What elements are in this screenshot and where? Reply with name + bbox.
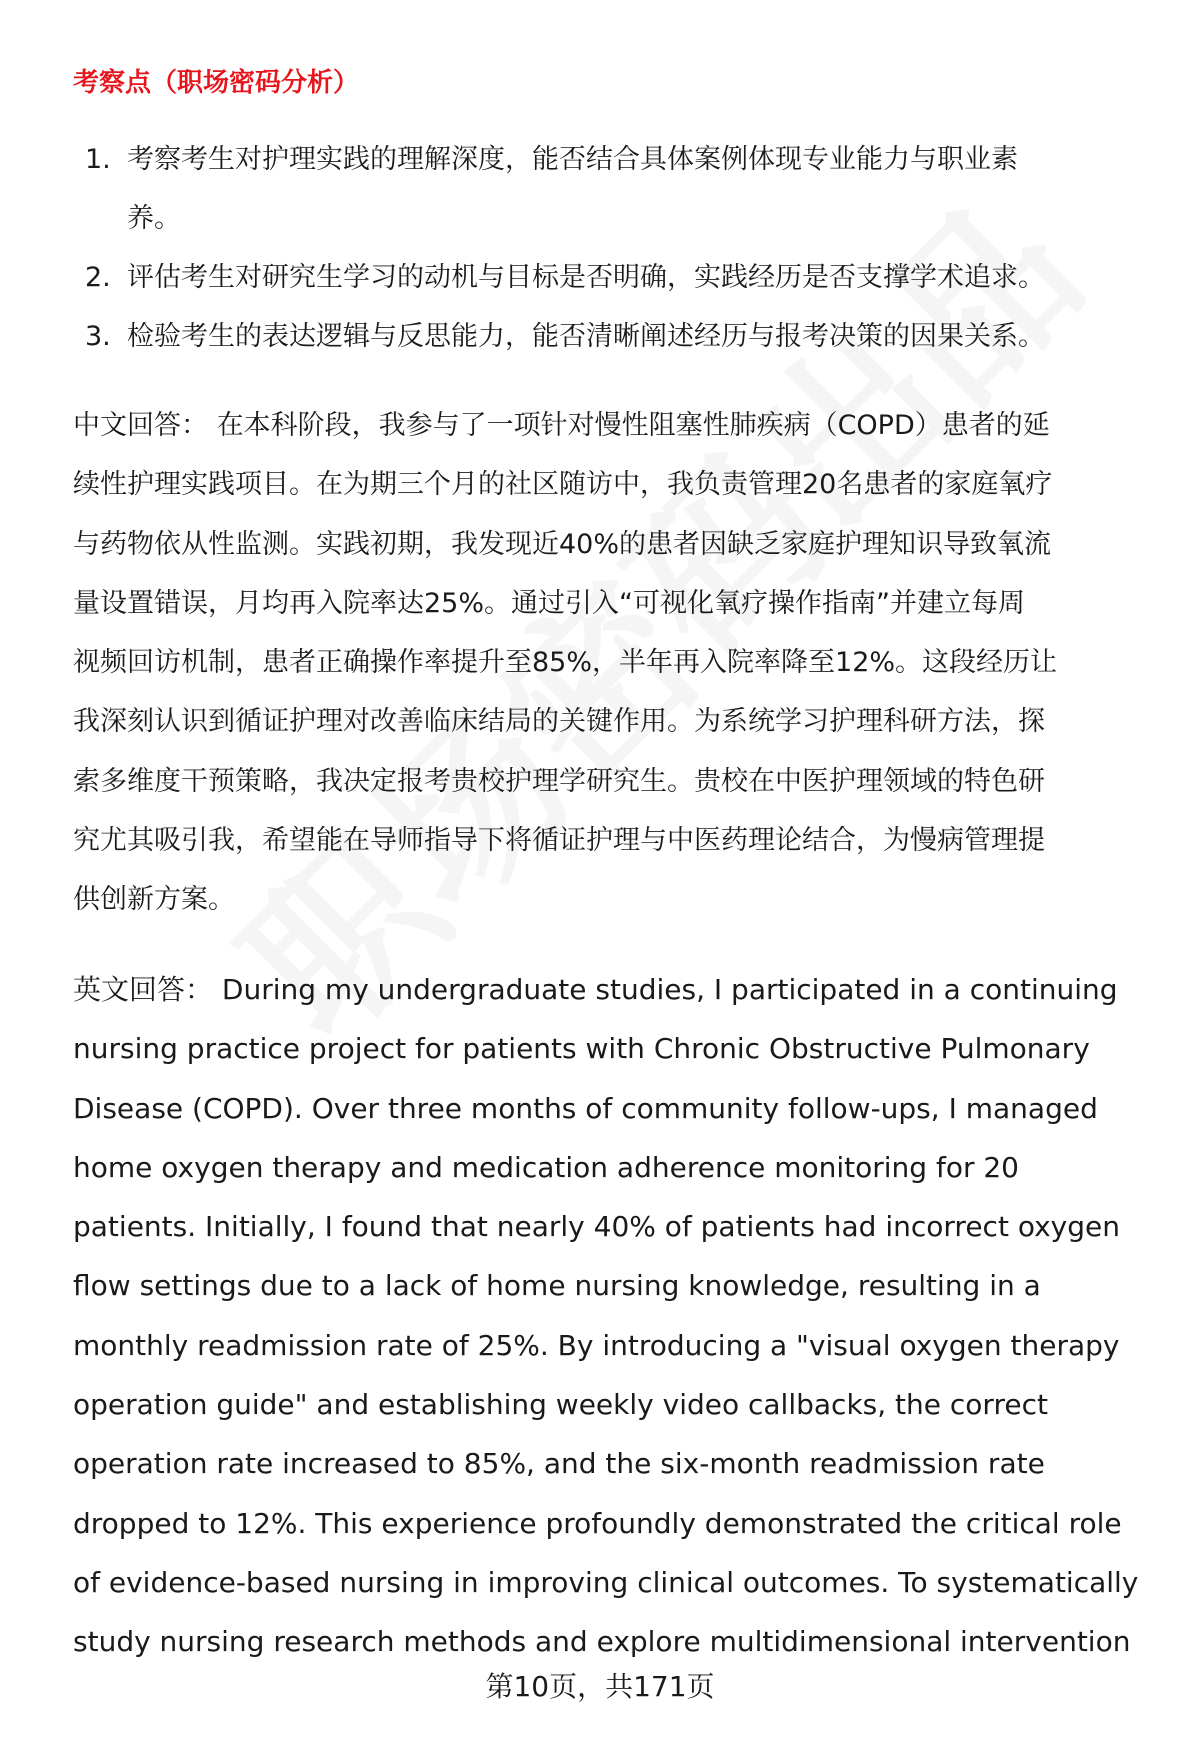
list-item	[0, 307, 1147, 366]
text-line: nursing practice project for patients with Chronic Obstructive Pulmonary	[73, 1032, 1090, 1066]
text-line: 英文回答： During my undergraduate studies, I participated in a continuing	[73, 973, 1118, 1006]
text-line: operation guide" and establishing weekly video callbacks, the correct	[73, 1388, 1048, 1422]
text-line: 视频回访机制，患者正确操作率提升至85%，半年再入院率降至12%。这段经历让	[73, 647, 1058, 679]
text-line: study nursing research methods and explore multidimensional intervention	[73, 1625, 1131, 1659]
text-line: 与药物依从性监测。实践初期，我发现近40%的患者因缺乏家庭护理知识导致氧流	[73, 528, 1052, 560]
list-text	[127, 130, 1147, 248]
english-answer	[73, 960, 1163, 1672]
text-line: home oxygen therapy and medication adherence monitoring for 20	[73, 1150, 1019, 1184]
text-line: 索多维度干预策略，我决定报考贵校护理学研究生。贵校在中医护理领域的特色研	[73, 765, 1045, 797]
text-line: 我深刻认识到循证护理对改善临床结局的关键作用。为系统学习护理科研方法，探	[73, 706, 1045, 738]
text-line: 评估考生对研究生学习的动机与目标是否明确，实践经历是否支撑学术追求。	[127, 262, 1045, 293]
text-line: flow settings due to a lack of home nursing knowledge, resulting in a	[73, 1269, 1041, 1303]
chinese-answer	[73, 396, 1163, 930]
text-line: operation rate increased to 85%, and the six-month readmission rate	[73, 1447, 1045, 1481]
text-line: dropped to 12%. This experience profoundly demonstrated the critical role	[73, 1506, 1122, 1540]
text-line: monthly readmission rate of 25%. By introducing a "visual oxygen therapy	[73, 1328, 1120, 1362]
text-line: 检验考生的表达逻辑与反思能力，能否清晰阐述经历与报考决策的因果关系。	[127, 321, 1045, 352]
list-text	[127, 248, 1147, 307]
section-title: 考察点（职场密码分析）	[73, 68, 360, 98]
list-text	[127, 307, 1147, 366]
list-item	[0, 248, 1147, 307]
list-item	[0, 130, 1147, 248]
text-line: 中文回答： 在本科阶段，我参与了一项针对慢性阻塞性肺疾病（COPD）患者的延	[73, 410, 1050, 441]
text-line: 养。	[127, 203, 181, 234]
text-line: 供创新方案。	[73, 884, 235, 916]
text-line: Disease (COPD). Over three months of community follow-ups, I managed	[73, 1091, 1098, 1125]
text-line: patients. Initially, I found that nearly 40% of patients had incorrect oxygen	[73, 1210, 1120, 1244]
text-line: 究尤其吸引我，希望能在导师指导下将循证护理与中医药理论结合，为慢病管理提	[73, 825, 1045, 857]
list-number: 1.	[85, 144, 111, 175]
assessment-points-list	[0, 130, 1147, 366]
list-number: 3.	[85, 321, 111, 352]
page-number: 第10页，共171页	[485, 1670, 715, 1703]
list-number: 2.	[85, 262, 111, 293]
text-line: 考察考生对护理实践的理解深度，能否结合具体案例体现专业能力与职业素	[127, 144, 1018, 175]
text-line: 续性护理实践项目。在为期三个月的社区随访中，我负责管理20名患者的家庭氧疗	[73, 469, 1053, 501]
text-line: of evidence-based nursing in improving clinical outcomes. To systematically	[73, 1565, 1139, 1599]
text-line: 量设置错误，月均再入院率达25%。通过引入“可视化氧疗操作指南”并建立每周	[73, 587, 1025, 619]
